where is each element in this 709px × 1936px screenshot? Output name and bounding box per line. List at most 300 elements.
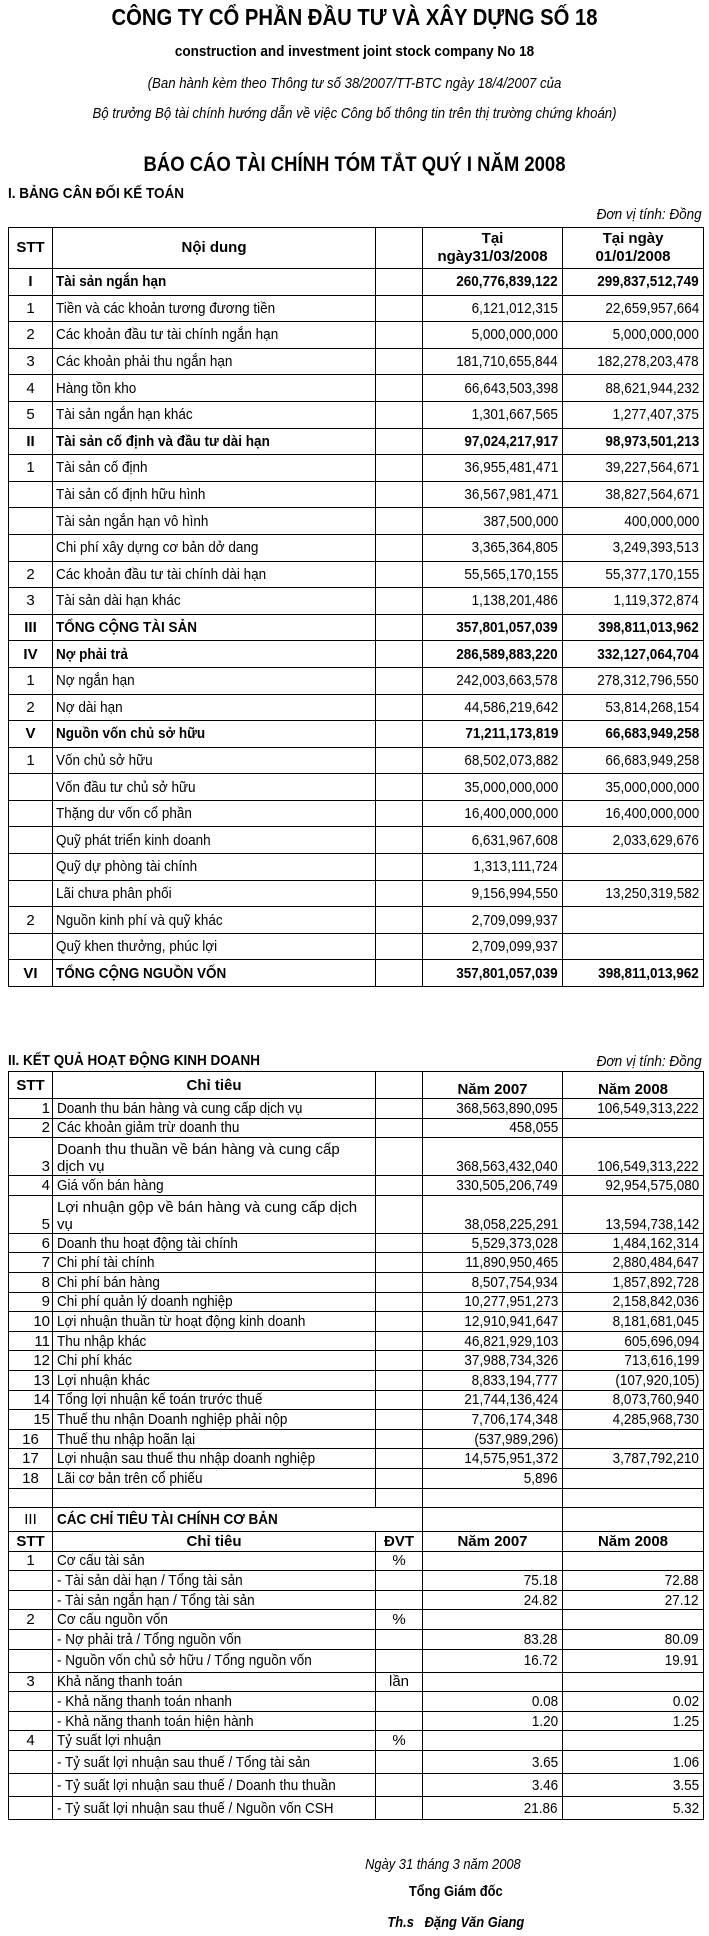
row-value-2008-01-01 — [563, 854, 704, 881]
row-stt: 8 — [9, 1272, 53, 1292]
row-value-2008-03-31: 71,211,173,819 — [423, 721, 563, 748]
row-value-2008: 92,954,575,080 — [563, 1176, 704, 1196]
row-stt — [9, 800, 53, 827]
row-value-2008: 605,696,094 — [563, 1331, 704, 1351]
row-empty — [376, 827, 423, 854]
row-value-2008: 1,484,162,314 — [563, 1233, 704, 1253]
balance-sheet-row — [9, 348, 704, 375]
header-year-2007: Năm 2007 — [423, 1532, 563, 1552]
row-value-2007: 5,896 — [423, 1468, 563, 1488]
row-value-2008-01-01: 332,127,064,704 — [563, 641, 704, 668]
row-stt: 2 — [9, 1610, 53, 1630]
row-stt: 3 — [9, 588, 53, 615]
row-unit: % — [376, 1731, 423, 1751]
row-unit — [376, 1630, 423, 1650]
balance-sheet-row — [9, 747, 704, 774]
row-value-2008-01-01: 66,683,949,258 — [563, 747, 704, 774]
row-value-2008-03-31: 357,801,057,039 — [423, 614, 563, 641]
row-unit — [376, 1774, 423, 1797]
row-value-2008-03-31: 1,313,111,724 — [423, 854, 563, 881]
row-stt: 2 — [9, 907, 53, 934]
row-indicator: Lãi cơ bản trên cổ phiếu — [53, 1468, 376, 1488]
balance-sheet-row — [9, 455, 704, 482]
balance-sheet-row — [9, 561, 704, 588]
balance-sheet-row — [9, 534, 704, 561]
row-value-2007: 8,833,194,777 — [423, 1370, 563, 1390]
header-year-2008: Năm 2008 — [563, 1532, 704, 1552]
row-value-2008 — [563, 1731, 704, 1751]
row-indicator: Thuế thu nhận Doanh nghiệp phải nộp — [53, 1410, 376, 1430]
header-unit: ĐVT — [376, 1532, 423, 1552]
row-content: Nợ dài hạn — [53, 694, 376, 721]
row-indicator: - Tài sản dài hạn / Tổng tài sản — [53, 1571, 376, 1591]
row-empty — [376, 1331, 423, 1351]
row-empty — [376, 1468, 423, 1488]
row-value-2007: 75.18 — [423, 1571, 563, 1591]
row-value-2008-01-01: 182,278,203,478 — [563, 348, 704, 375]
row-value-2008-03-31: 97,024,217,917 — [423, 428, 563, 455]
row-stt: 5 — [9, 1195, 53, 1233]
row-indicator: Tỷ suất lợi nhuận — [53, 1731, 376, 1751]
row-unit: % — [376, 1551, 423, 1571]
income-row — [9, 1099, 704, 1119]
row-value-2008-03-31: 68,502,073,882 — [423, 747, 563, 774]
balance-sheet-row — [9, 907, 704, 934]
row-empty — [376, 1351, 423, 1371]
signature-date: Ngày 31 tháng 3 năm 2008 — [365, 1856, 521, 1873]
row-content: TỔNG CỘNG TÀI SẢN — [53, 614, 376, 641]
row-value-2008-03-31: 2,709,099,937 — [423, 933, 563, 960]
balance-sheet-row — [9, 614, 704, 641]
row-indicator: Thuế thu nhập hoãn lại — [53, 1429, 376, 1449]
row-stt: 9 — [9, 1292, 53, 1312]
row-value-2008-01-01: 16,400,000,000 — [563, 800, 704, 827]
row-value-2008 — [563, 1551, 704, 1571]
row-indicator: Doanh thu hoạt động tài chính — [53, 1233, 376, 1253]
row-empty — [376, 1233, 423, 1253]
row-stt: 16 — [9, 1429, 53, 1449]
spacer-row — [9, 1488, 704, 1508]
row-value-2008 — [563, 1610, 704, 1630]
row-stt: IV — [9, 641, 53, 668]
row-value-2008-03-31: 66,643,503,398 — [423, 375, 563, 402]
row-empty — [376, 401, 423, 428]
ratio-row — [9, 1590, 704, 1610]
row-indicator: Chi phí quản lý doanh nghiệp — [53, 1292, 376, 1312]
row-empty — [376, 1099, 423, 1119]
row-stt: 14 — [9, 1390, 53, 1410]
row-value-2007: 3.65 — [423, 1751, 563, 1774]
row-value-2008-03-31: 1,301,667,565 — [423, 401, 563, 428]
header-date-1: Tại ngày31/03/2008 — [423, 228, 563, 269]
row-value-2007: 1.20 — [423, 1711, 563, 1731]
row-value-2008-01-01: 38,827,564,671 — [563, 481, 704, 508]
ratio-row — [9, 1774, 704, 1797]
row-value-2008: 8,073,760,940 — [563, 1390, 704, 1410]
row-value-2008-01-01: 66,683,949,258 — [563, 721, 704, 748]
row-empty — [376, 295, 423, 322]
row-empty — [376, 348, 423, 375]
ratio-row — [9, 1551, 704, 1571]
row-value-2008: 2,158,842,036 — [563, 1292, 704, 1312]
row-value-2008: 2,880,484,647 — [563, 1253, 704, 1273]
income-statement-table — [8, 1071, 704, 1820]
ratios-section-stt: III — [9, 1508, 53, 1532]
header-date-2: Tại ngày 01/01/2008 — [563, 228, 704, 269]
row-stt: 4 — [9, 375, 53, 402]
row-value-2008: 3,787,792,210 — [563, 1449, 704, 1469]
ratio-row — [9, 1797, 704, 1820]
ratio-row — [9, 1649, 704, 1672]
row-value-2008-01-01: 35,000,000,000 — [563, 774, 704, 801]
row-value-2008-01-01: 400,000,000 — [563, 508, 704, 535]
row-stt — [9, 508, 53, 535]
row-value-2008-03-31: 1,138,201,486 — [423, 588, 563, 615]
income-row — [9, 1233, 704, 1253]
row-value-2007: 8,507,754,934 — [423, 1272, 563, 1292]
row-unit — [376, 1797, 423, 1820]
row-unit — [376, 1571, 423, 1591]
balance-sheet-row — [9, 854, 704, 881]
row-stt: 1 — [9, 295, 53, 322]
row-value-2008-01-01: 1,119,372,874 — [563, 588, 704, 615]
row-indicator: Lợi nhuận thuần từ hoạt động kinh doanh — [53, 1312, 376, 1332]
row-stt: 11 — [9, 1331, 53, 1351]
row-value-2008-01-01: 278,312,796,550 — [563, 667, 704, 694]
row-stt: 5 — [9, 401, 53, 428]
row-stt: 18 — [9, 1468, 53, 1488]
balance-sheet-row — [9, 508, 704, 535]
signature-name: Th.s Đặng Văn Giang — [387, 1914, 525, 1931]
row-value-2008-03-31: 5,000,000,000 — [423, 322, 563, 349]
row-content: Quỹ dự phòng tài chính — [53, 854, 376, 881]
row-stt: 1 — [9, 667, 53, 694]
row-empty — [376, 667, 423, 694]
row-indicator: - Tỷ suất lợi nhuận sau thuế / Doanh thu thuần — [53, 1774, 376, 1797]
balance-sheet-row — [9, 428, 704, 455]
row-content: Nợ phải trả — [53, 641, 376, 668]
balance-sheet-row — [9, 827, 704, 854]
income-row — [9, 1272, 704, 1292]
row-stt: 1 — [9, 1551, 53, 1571]
row-value-2007: 83.28 — [423, 1630, 563, 1650]
company-name: CÔNG TY CỔ PHẦN ĐẦU TƯ VÀ XÂY DỰNG SỐ 18 — [111, 4, 598, 30]
row-stt — [9, 933, 53, 960]
row-empty — [376, 455, 423, 482]
row-value-2008-01-01: 398,811,013,962 — [563, 614, 704, 641]
row-content: Quỹ khen thưởng, phúc lợi — [53, 933, 376, 960]
balance-sheet-row — [9, 880, 704, 907]
row-value-2008-01-01: 53,814,268,154 — [563, 694, 704, 721]
row-content: Vốn chủ sở hữu — [53, 747, 376, 774]
income-row — [9, 1370, 704, 1390]
row-value-2007: (537,989,296) — [423, 1429, 563, 1449]
header-year-2008: Năm 2008 — [563, 1072, 704, 1099]
header-indicator: Chỉ tiêu — [53, 1532, 376, 1552]
row-empty — [376, 721, 423, 748]
row-value-2008: 3.55 — [563, 1774, 704, 1797]
row-content: Tiền và các khoản tương đương tiền — [53, 295, 376, 322]
row-value-2008 — [563, 1672, 704, 1692]
row-value-2007: 16.72 — [423, 1649, 563, 1672]
header-stt: STT — [9, 228, 53, 269]
row-value-2007 — [423, 1610, 563, 1630]
header-empty — [376, 1072, 423, 1099]
balance-sheet-title: I. BẢNG CÂN ĐỐI KẾ TOÁN — [8, 185, 185, 202]
row-stt — [9, 880, 53, 907]
row-stt — [9, 1774, 53, 1797]
row-value-2007: 21.86 — [423, 1797, 563, 1820]
header-empty — [376, 228, 423, 269]
row-value-2008-03-31: 44,586,219,642 — [423, 694, 563, 721]
balance-sheet-row — [9, 401, 704, 428]
row-value-2008-03-31: 286,589,883,220 — [423, 641, 563, 668]
row-value-2008-01-01: 88,621,944,232 — [563, 375, 704, 402]
row-stt — [9, 1649, 53, 1672]
row-empty — [376, 1253, 423, 1273]
row-value-2007: 458,055 — [423, 1118, 563, 1138]
row-empty — [376, 269, 423, 296]
row-stt — [9, 1751, 53, 1774]
row-value-2008: 0.02 — [563, 1692, 704, 1712]
row-value-2008: 27.12 — [563, 1590, 704, 1610]
row-stt: 15 — [9, 1410, 53, 1430]
row-stt: 1 — [9, 1099, 53, 1119]
row-empty — [376, 322, 423, 349]
row-stt: 2 — [9, 1118, 53, 1138]
row-empty — [376, 1195, 423, 1233]
row-indicator: Thu nhập khác — [53, 1331, 376, 1351]
row-stt: 10 — [9, 1312, 53, 1332]
row-empty — [376, 1272, 423, 1292]
row-stt: 3 — [9, 348, 53, 375]
row-indicator: Giá vốn bán hàng — [53, 1176, 376, 1196]
ratio-row — [9, 1711, 704, 1731]
income-row — [9, 1253, 704, 1273]
header-indicator: Chỉ tiêu — [53, 1072, 376, 1099]
row-value-2008-03-31: 3,365,364,805 — [423, 534, 563, 561]
income-row — [9, 1195, 704, 1233]
row-content: Thặng dư vốn cổ phần — [53, 800, 376, 827]
row-value-2008: 1,857,892,728 — [563, 1272, 704, 1292]
row-stt: 2 — [9, 322, 53, 349]
row-stt — [9, 1630, 53, 1650]
table-header-row — [9, 1072, 704, 1099]
row-value-2007: 3.46 — [423, 1774, 563, 1797]
row-value-2008: 5.32 — [563, 1797, 704, 1820]
row-value-2008-03-31: 36,567,981,471 — [423, 481, 563, 508]
row-value-2008-03-31: 260,776,839,122 — [423, 269, 563, 296]
row-value-2007 — [423, 1731, 563, 1751]
row-value-2008-01-01: 39,227,564,671 — [563, 455, 704, 482]
balance-sheet-row — [9, 800, 704, 827]
balance-sheet-row — [9, 641, 704, 668]
row-value-2008: 80.09 — [563, 1630, 704, 1650]
row-stt: 1 — [9, 747, 53, 774]
row-stt — [9, 534, 53, 561]
row-empty — [376, 588, 423, 615]
balance-sheet-row — [9, 269, 704, 296]
row-indicator: Lợi nhuận gộp về bán hàng và cung cấp dịch vụ — [53, 1195, 376, 1233]
row-value-2008-01-01: 299,837,512,749 — [563, 269, 704, 296]
row-empty — [376, 641, 423, 668]
income-row — [9, 1468, 704, 1488]
income-row — [9, 1410, 704, 1430]
row-unit — [376, 1692, 423, 1712]
row-content: Nợ ngắn hạn — [53, 667, 376, 694]
income-row — [9, 1331, 704, 1351]
row-value-2007: 12,910,941,647 — [423, 1312, 563, 1332]
header-stt: STT — [9, 1072, 53, 1099]
row-value-2008-03-31: 357,801,057,039 — [423, 960, 563, 987]
row-stt: 1 — [9, 455, 53, 482]
row-stt — [9, 1711, 53, 1731]
row-empty — [376, 960, 423, 987]
row-indicator: - Khả năng thanh toán nhanh — [53, 1692, 376, 1712]
row-indicator: - Tài sản ngắn hạn / Tổng tài sản — [53, 1590, 376, 1610]
row-stt — [9, 854, 53, 881]
row-value-2008-01-01: 13,250,319,582 — [563, 880, 704, 907]
row-value-2007: 7,706,174,348 — [423, 1410, 563, 1430]
row-value-2007: 38,058,225,291 — [423, 1195, 563, 1233]
row-content: Tài sản cố định — [53, 455, 376, 482]
row-empty — [376, 1118, 423, 1138]
row-value-2007: 14,575,951,372 — [423, 1449, 563, 1469]
row-value-2007: 5,529,373,028 — [423, 1233, 563, 1253]
row-empty — [376, 1449, 423, 1469]
row-stt: 3 — [9, 1138, 53, 1176]
income-row — [9, 1176, 704, 1196]
row-indicator: Doanh thu bán hàng và cung cấp dịch vụ — [53, 1099, 376, 1119]
row-unit — [376, 1711, 423, 1731]
row-indicator: Lợi nhuận khác — [53, 1370, 376, 1390]
ratio-row — [9, 1571, 704, 1591]
balance-sheet-row — [9, 322, 704, 349]
company-name-english: construction and investment joint stock company No 18 — [174, 43, 535, 60]
row-value-2008 — [563, 1118, 704, 1138]
row-empty — [376, 614, 423, 641]
decree-line-2: Bộ trưởng Bộ tài chính hướng dẫn về việc Công bố thông tin trên thị trường chứng khoán) — [92, 105, 617, 122]
balance-sheet-row — [9, 694, 704, 721]
row-stt: 4 — [9, 1176, 53, 1196]
income-row — [9, 1292, 704, 1312]
row-value-2008-03-31: 9,156,994,550 — [423, 880, 563, 907]
row-empty — [376, 1410, 423, 1430]
row-value-2008-03-31: 36,955,481,471 — [423, 455, 563, 482]
row-content: Hàng tồn kho — [53, 375, 376, 402]
row-value-2008-01-01: 3,249,393,513 — [563, 534, 704, 561]
row-stt — [9, 481, 53, 508]
row-content: Tài sản cố định hữu hình — [53, 481, 376, 508]
ratio-row — [9, 1610, 704, 1630]
ratios-section-row — [9, 1508, 704, 1532]
row-unit — [376, 1751, 423, 1774]
row-value-2007: 330,505,206,749 — [423, 1176, 563, 1196]
row-unit — [376, 1649, 423, 1672]
row-content: Các khoản phải thu ngắn hạn — [53, 348, 376, 375]
table-header-row — [9, 228, 704, 269]
report-title: BÁO CÁO TÀI CHÍNH TÓM TẮT QUÝ I NĂM 2008 — [143, 153, 566, 176]
balance-sheet-row — [9, 667, 704, 694]
row-value-2007: 46,821,929,103 — [423, 1331, 563, 1351]
balance-sheet-row — [9, 774, 704, 801]
row-unit: % — [376, 1610, 423, 1630]
row-content: Tài sản dài hạn khác — [53, 588, 376, 615]
decree-line-1: (Ban hành kèm theo Thông tư số 38/2007/TT-BTC ngày 18/4/2007 của — [147, 75, 562, 92]
row-value-2008: 8,181,681,045 — [563, 1312, 704, 1332]
row-value-2008: (107,920,105) — [563, 1370, 704, 1390]
row-content: TỔNG CỘNG NGUỒN VỐN — [53, 960, 376, 987]
row-value-2008: 106,549,313,222 — [563, 1099, 704, 1119]
row-stt: 13 — [9, 1370, 53, 1390]
row-value-2008: 13,594,738,142 — [563, 1195, 704, 1233]
row-content: Vốn đầu tư chủ sở hữu — [53, 774, 376, 801]
row-empty — [376, 800, 423, 827]
balance-sheet-unit: Đơn vị tính: Đồng — [597, 206, 702, 223]
row-value-2008-03-31: 35,000,000,000 — [423, 774, 563, 801]
row-value-2008: 713,616,199 — [563, 1351, 704, 1371]
row-value-2007: 21,744,136,424 — [423, 1390, 563, 1410]
row-empty — [376, 1176, 423, 1196]
row-empty — [376, 561, 423, 588]
row-stt: 7 — [9, 1253, 53, 1273]
ratio-row — [9, 1692, 704, 1712]
row-indicator: Cơ cấu nguồn vốn — [53, 1610, 376, 1630]
row-empty — [376, 1370, 423, 1390]
row-stt: I — [9, 269, 53, 296]
income-row — [9, 1312, 704, 1332]
row-content: Tài sản ngắn hạn vô hình — [53, 508, 376, 535]
income-row — [9, 1429, 704, 1449]
row-indicator: Các khoản giảm trừ doanh thu — [53, 1118, 376, 1138]
row-indicator: - Nguồn vốn chủ sở hữu / Tổng nguồn vốn — [53, 1649, 376, 1672]
row-stt: 3 — [9, 1672, 53, 1692]
row-value-2007: 368,563,432,040 — [423, 1138, 563, 1176]
row-empty — [376, 1429, 423, 1449]
row-value-2008-01-01: 398,811,013,962 — [563, 960, 704, 987]
row-value-2008-01-01: 5,000,000,000 — [563, 322, 704, 349]
row-content: Nguồn vốn chủ sở hữu — [53, 721, 376, 748]
row-value-2007: 37,988,734,326 — [423, 1351, 563, 1371]
row-content: Các khoản đầu tư tài chính dài hạn — [53, 561, 376, 588]
income-statement-title: II. KẾT QUẢ HOẠT ĐỘNG KINH DOANH — [8, 1052, 260, 1069]
row-value-2008-03-31: 55,565,170,155 — [423, 561, 563, 588]
row-value-2008-03-31: 6,121,012,315 — [423, 295, 563, 322]
row-stt: VI — [9, 960, 53, 987]
income-row — [9, 1351, 704, 1371]
row-value-2007: 368,563,890,095 — [423, 1099, 563, 1119]
balance-sheet-row — [9, 295, 704, 322]
row-indicator: Chi phí bán hàng — [53, 1272, 376, 1292]
row-stt: 4 — [9, 1731, 53, 1751]
balance-sheet-row — [9, 481, 704, 508]
row-value-2008-01-01: 2,033,629,676 — [563, 827, 704, 854]
row-empty — [376, 428, 423, 455]
row-value-2007: 0.08 — [423, 1692, 563, 1712]
row-value-2008-03-31: 16,400,000,000 — [423, 800, 563, 827]
row-empty — [376, 1138, 423, 1176]
row-value-2008-01-01 — [563, 933, 704, 960]
row-empty — [376, 534, 423, 561]
header-year-2007: Năm 2007 — [423, 1072, 563, 1099]
row-indicator: Khả năng thanh toán — [53, 1672, 376, 1692]
row-indicator: Doanh thu thuần về bán hàng và cung cấp dịch vụ — [53, 1138, 376, 1176]
row-empty — [376, 508, 423, 535]
balance-sheet-row — [9, 375, 704, 402]
row-value-2008: 1.25 — [563, 1711, 704, 1731]
row-stt — [9, 1692, 53, 1712]
row-stt: 6 — [9, 1233, 53, 1253]
